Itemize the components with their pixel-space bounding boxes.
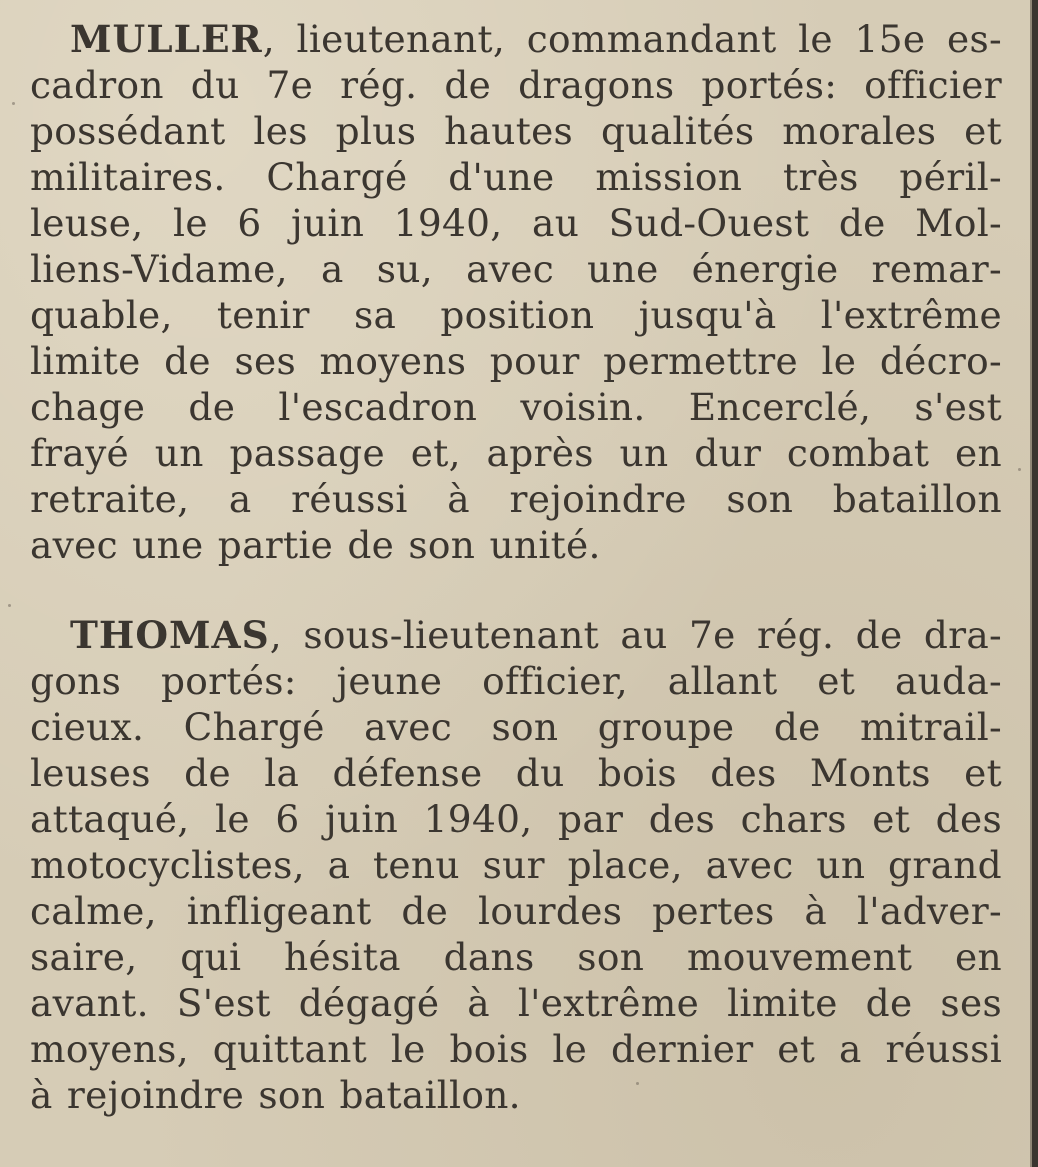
text-line: avant. S'est dégagé à l'extrême limite de ses — [30, 981, 1002, 1025]
text-line: cieux. Chargé avec son groupe de mitrail- — [30, 705, 1002, 749]
text-line: militaires. Chargé d'une mission très péril- — [30, 155, 1002, 199]
paper-speck — [1018, 468, 1021, 471]
text-line: possédant les plus hautes qualités morales et — [30, 109, 1002, 153]
text-line: quable, tenir sa position jusqu'à l'extrême — [30, 293, 1002, 337]
text-line: chage de l'escadron voisin. Encerclé, s'est — [30, 385, 1002, 429]
text-line: attaqué, le 6 juin 1940, par des chars et des — [30, 797, 1002, 841]
text-line: à rejoindre son bataillon. — [30, 1073, 521, 1117]
citation-thomas — [30, 612, 1002, 1118]
text-line: calme, infligeant de lourdes pertes à l'adver- — [30, 889, 1002, 933]
text-line: avec une partie de son unité. — [30, 523, 601, 567]
text-line: motocyclistes, a tenu sur place, avec un grand — [30, 843, 1002, 887]
text-line: saire, qui hésita dans son mouvement en — [30, 935, 1002, 979]
text-line: THOMAS, sous-lieutenant au 7e rég. de dra- — [70, 613, 1002, 657]
text-line: limite de ses moyens pour permettre le décro- — [30, 339, 1002, 383]
paper-speck — [12, 102, 15, 105]
citation-surname: THOMAS — [70, 613, 270, 657]
page-edge — [1032, 0, 1038, 1167]
text-line: moyens, quittant le bois le dernier et a réussi — [30, 1027, 1002, 1071]
text-line: liens-Vidame, a su, avec une énergie remar- — [30, 247, 1002, 291]
text-line: leuse, le 6 juin 1940, au Sud-Ouest de Mol- — [30, 201, 1002, 245]
text-line: gons portés: jeune officier, allant et auda- — [30, 659, 1002, 703]
text-line: MULLER, lieutenant, commandant le 15e es- — [70, 17, 1002, 61]
paper-speck — [636, 1082, 639, 1085]
text-line: leuses de la défense du bois des Monts et — [30, 751, 1002, 795]
text-line: retraite, a réussi à rejoindre son bataillon — [30, 477, 1002, 521]
paper-speck — [8, 604, 11, 607]
text-line: cadron du 7e rég. de dragons portés: officier — [30, 63, 1002, 107]
citation-surname: MULLER — [70, 17, 263, 61]
text-line: frayé un passage et, après un dur combat en — [30, 431, 1002, 475]
citation-muller — [30, 16, 1002, 568]
